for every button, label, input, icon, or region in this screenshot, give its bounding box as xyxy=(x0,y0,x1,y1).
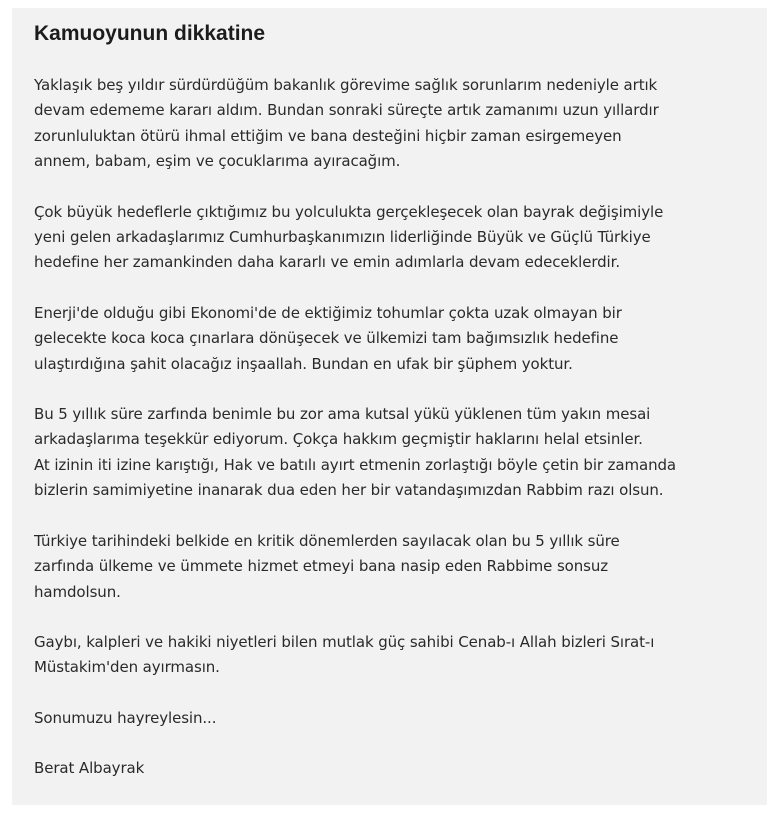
paragraph-resignation: Yaklaşık beş yıldır sürdürdüğüm bakanlık görevime sağlık sorunlarım nedeniyle artık devam edememe kararı aldım. Bundan sonraki süreçte artık zamanımı uzun yıllardır zorunluluktan ötürü ihmal ettiğim ve bana desteğini hiçbir zaman esirgemeyen annem, babam, eşim ve çocuklarıma ayıracağım. xyxy=(34,76,659,171)
document-title: Kamuoyunun dikkatine xyxy=(34,22,266,45)
signature-name: Berat Albayrak xyxy=(34,759,145,778)
paragraph-successors: Çok büyük hedeflerle çıktığımız bu yolculukta gerçekleşecek olan bayrak değişimiyle yeni gelen arkadaşlarımız Cumhurbaşkanımızın liderliğinde Büyük ve Güçlü Türkiye hedefine her zamankinden daha kararlı ve emin adımlarla devam edeceklerdir. xyxy=(34,202,664,272)
paragraph-energy-economy: Enerji'de olduğu gibi Ekonomi'de de ektiğimiz tohumlar çokta uzak olmayan bir gelecekte koca koca çınarlara dönüşecek ve ülkemizi tam bağımsızlık hedefine ulaştırdığına şahit olacağız inşaallah. Bundan en ufak bir şüphem yoktur. xyxy=(34,303,622,373)
paragraph-closing: Sonumuzu hayreylesin... xyxy=(34,708,217,727)
paragraph-prayer: Gaybı, kalpleri ve hakiki niyetleri bilen mutlak güç sahibi Cenab-ı Allah bizleri Sırat-ı Müstakim'den ayırmasın. xyxy=(34,632,655,677)
statement-document xyxy=(12,8,767,805)
paragraph-thanks: Bu 5 yıllık süre zarfında benimle bu zor ama kutsal yükü yüklenen tüm yakın mesai arkadaşlarıma teşekkür ediyorum. Çokça hakkım geçmiştir haklarını helal etsinler. At izinin iti izine karıştığı, Hak ve batılı ayırt etmenin zorlaştığı böyle çetin bir zamanda bizlerin samimiyetine inanarak dua eden her bir vatandaşımızdan Rabbim razı olsun. xyxy=(34,405,677,500)
paragraph-gratitude: Türkiye tarihindeki belkide en kritik dönemlerden sayılacak olan bu 5 yıllık süre zarfında ülkeme ve ümmete hizmet etmeyi bana nasip eden Rabbime sonsuz hamdolsun. xyxy=(34,531,620,601)
